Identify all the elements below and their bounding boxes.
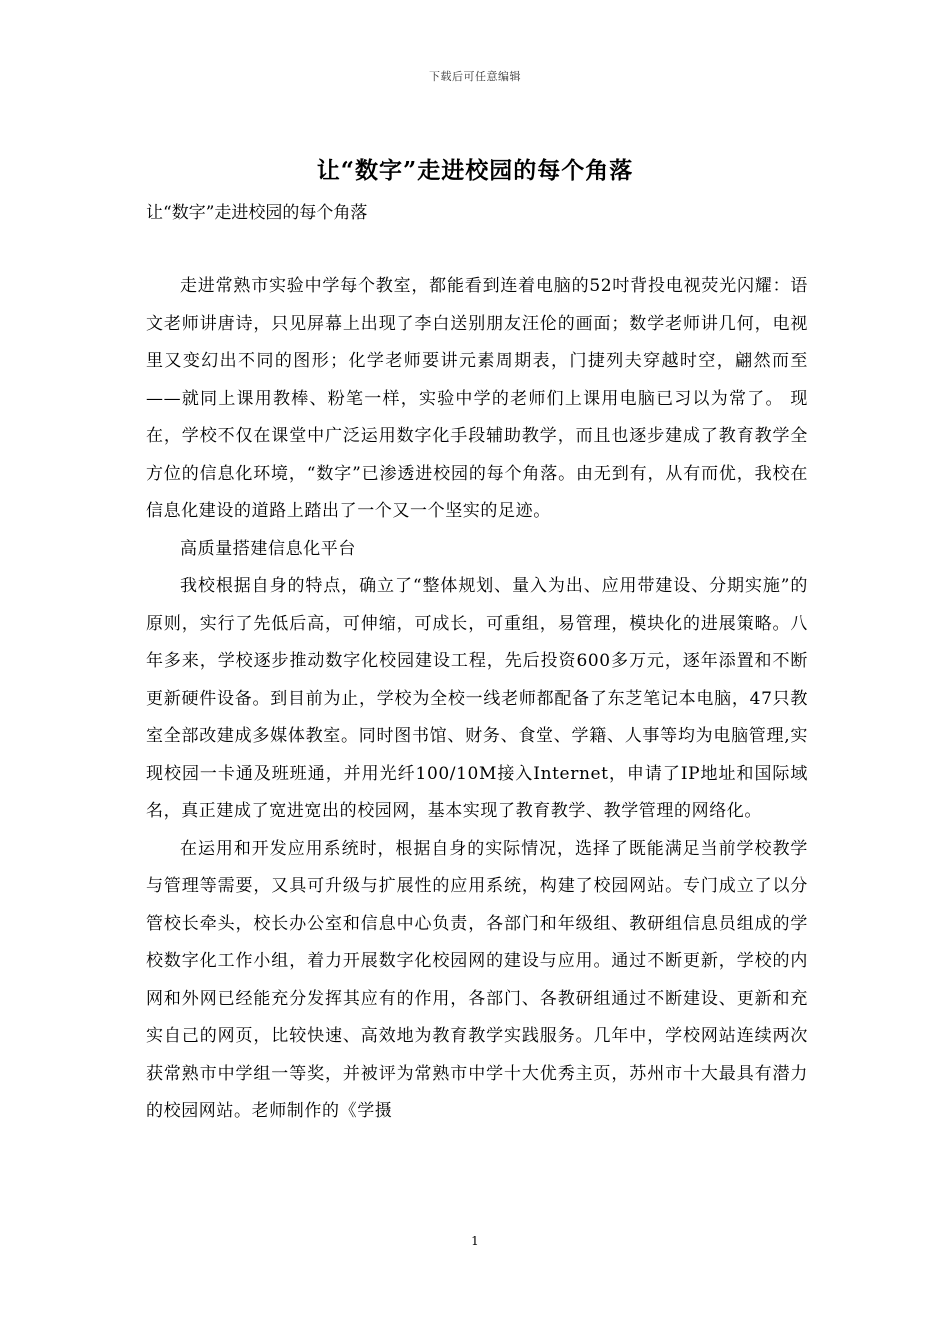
page-header-note: 下载后可任意编辑 xyxy=(429,70,521,83)
page-number: 1 xyxy=(471,1234,479,1248)
document-subtitle: 让“数字”走进校园的每个角落 xyxy=(146,203,368,223)
document-title: 让“数字”走进校园的每个角落 xyxy=(316,157,634,184)
document-body xyxy=(146,268,808,1131)
section-heading: 高质量搭建信息化平台 xyxy=(180,538,356,559)
body-paragraph: 走进常熟市实验中学每个教室，都能看到连着电脑的52吋背投电视荧光闪耀：语文老师讲唐诗，只见屏幕上出现了李白送别朋友汪伦的画面；数学老师讲几何，电视里又变幻出不同的图形；化学老师要讲元素周期表，门捷列夫穿越时空，翩然而至——就同上课用教棒、粉笔一样，实验中学的老师们上课用电脑已习以为常了。 现在，学校不仅在课堂中广泛运用数字化手段辅助教学，而且也逐步建成了教育教学全方位的信息化环境，“数字”已渗透进校园的每个角落。由无到有，从有而优，我校在信息化建设的道路上踏出了一个又一个坚实的足迹。 xyxy=(146,276,808,521)
body-paragraph: 在运用和开发应用系统时，根据自身的实际情况，选择了既能满足当前学校教学与管理等需要，又具可升级与扩展性的应用系统，构建了校园网站。专门成立了以分管校长牵头，校长办公室和信息中心负责，各部门和年级组、教研组信息员组成的学校数字化工作小组，着力开展数字化校园网的建设与应用。通过不断更新，学校的内网和外网已经能充分发挥其应有的作用，各部门、各教研组通过不断建设、更新和充实自己的网页，比较快速、高效地为教育教学实践服务。几年中，学校网站连续两次获常熟市中学组一等奖，并被评为常熟市中学十大优秀主页，苏州市十大最具有潜力的校园网站。老师制作的《学摄 xyxy=(146,838,808,1121)
body-paragraph: 我校根据自身的特点，确立了“整体规划、量入为出、应用带建设、分期实施”的原则，实行了先低后高，可伸缩，可成长，可重组，易管理，模块化的进展策略。八年多来，学校逐步推动数字化校园建设工程，先后投资600多万元，逐年添置和不断更新硬件设备。到目前为止，学校为全校一线老师都配备了东芝笔记本电脑，47只教室全部改建成多媒体教室。同时图书馆、财务、食堂、学籍、人事等均为电脑管理,实现校园一卡通及班班通，并用光纤100/10M接入Internet，申请了IP地址和国际域名，真正建成了宽进宽出的校园网，基本实现了教育教学、教学管理的网络化。 xyxy=(146,576,808,821)
